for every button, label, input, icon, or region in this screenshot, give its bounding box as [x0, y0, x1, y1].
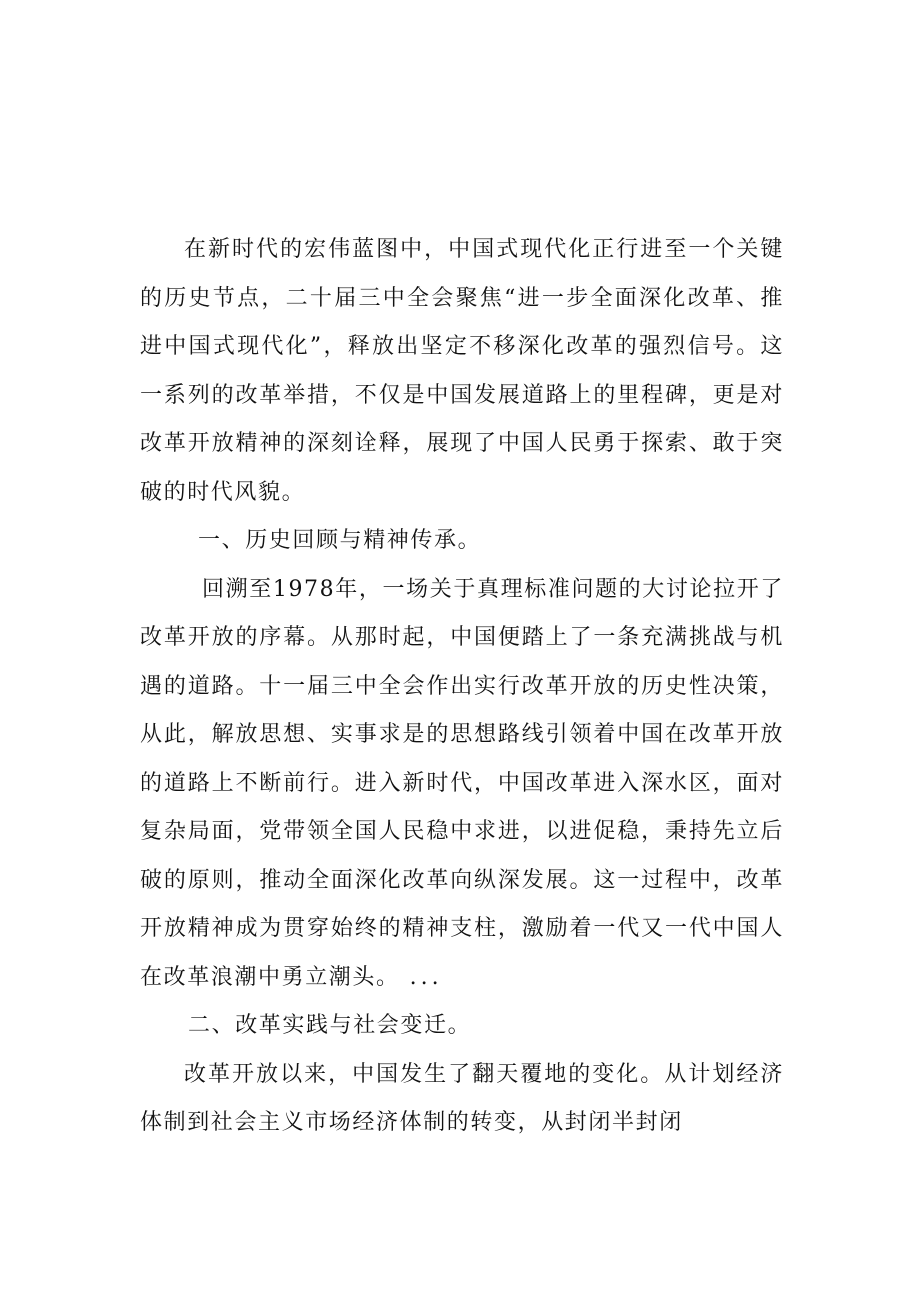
paragraph-intro: 在新时代的宏伟蓝图中，中国式现代化正行进至一个关键的历史节点，二十届三中全会聚焦“进一步全面深化改革、推进中国式现代化”，释放出坚定不移深化改革的强烈信号。这一系列的改革举措，不仅是中国发展道路上的里程碑，更是对改革开放精神的深刻诠释，展现了中国人民勇于探索、敢于突破的时代风貌。 — [140, 237, 784, 505]
document-body — [140, 226, 784, 1148]
paragraph-reform: 改革开放以来，中国发生了翻天覆地的变化。从计划经济体制到社会主义市场经济体制的转变，从封闭半封闭 — [140, 1061, 784, 1135]
paragraph-history — [140, 566, 784, 1003]
paragraph-history-text: 回溯至1978年，一场关于真理标准问题的大讨论拉开了改革开放的序幕。从那时起，中国便踏上了一条充满挑战与机遇的道路。十一届三中全会作出实行改革开放的历史性决策，从此，解放思想、实事求是的思想路线引领着中国在改革开放的道路上不断前行。进入新时代，中国改革进入深水区，面对复杂局面，党带领全国人民稳中求进，以进促稳，秉持先立后破的原则，推动全面深化改革向纵深发展。这一过程中，改革开放精神成为贯穿始终的精神支柱，激励着一代又一代中国人在改革浪潮中勇立潮头。 — [140, 576, 784, 990]
section-heading-reform: 二、改革实践与社会变迁。 — [188, 1013, 472, 1038]
paragraph-history-ellipsis: ... — [409, 964, 443, 990]
section-heading-history: 一、历史回顾与精神传承。 — [198, 528, 482, 553]
